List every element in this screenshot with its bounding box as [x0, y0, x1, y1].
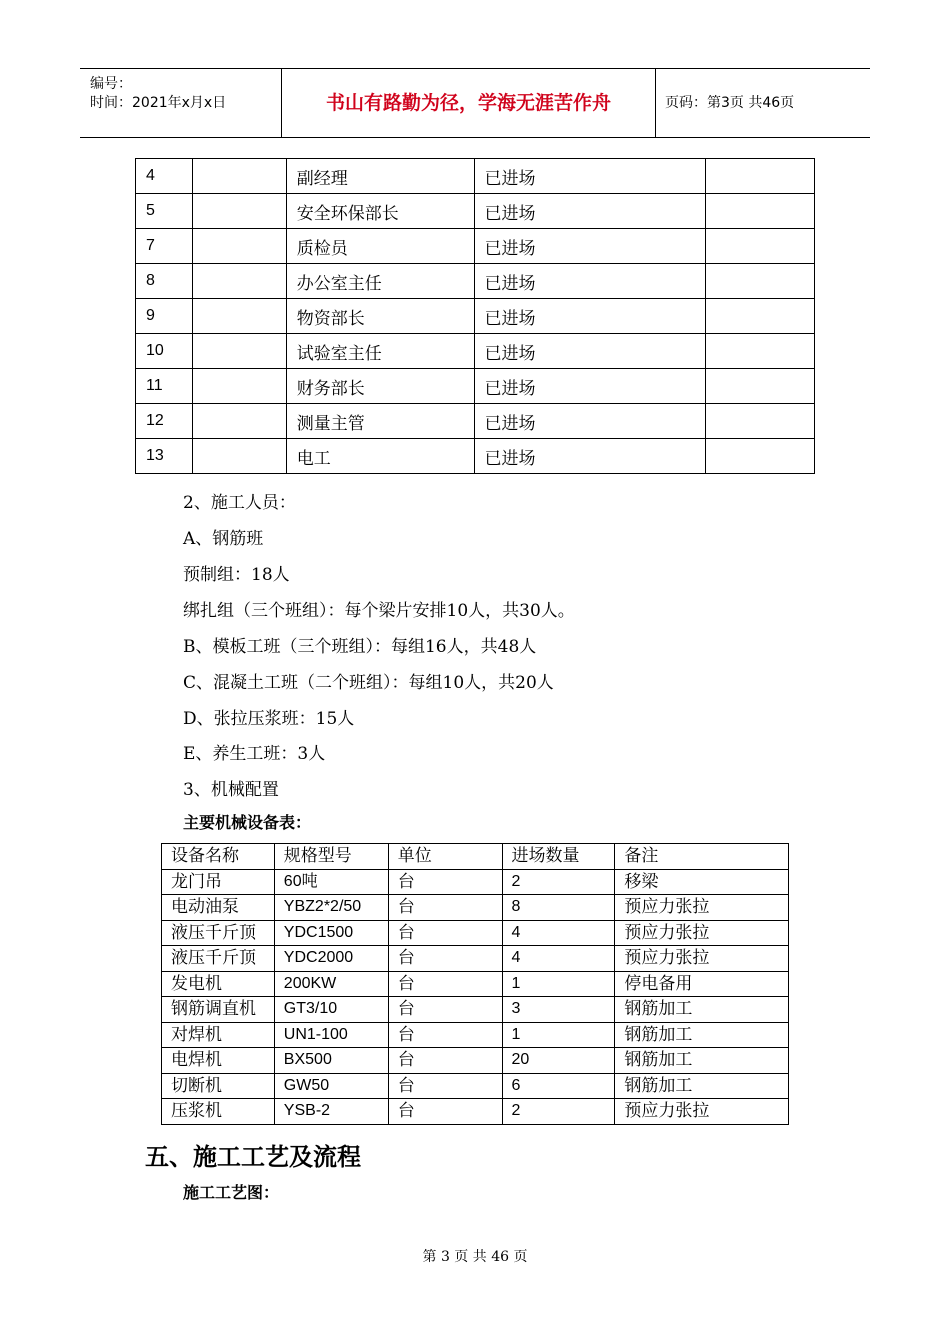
- staff-cell-no: 11: [136, 369, 193, 404]
- equipment-cell: 停电备用: [615, 971, 789, 997]
- equipment-cell: GW50: [274, 1073, 388, 1099]
- equipment-cell: 电动油泵: [162, 895, 275, 921]
- process-chart-title: 施工工艺图：: [183, 1183, 280, 1202]
- staff-cell-note: [706, 229, 815, 264]
- staff-cell-name: [192, 439, 286, 474]
- equipment-row: [162, 1073, 789, 1099]
- equipment-row: [162, 869, 789, 895]
- equipment-table-title: 主要机械设备表：: [183, 813, 312, 832]
- equipment-cell: 预应力张拉: [615, 946, 789, 972]
- equipment-cell: 钢筋加工: [615, 1022, 789, 1048]
- staff-cell-name: [192, 334, 286, 369]
- page-header: [80, 68, 870, 138]
- header-time-label: 时间：2021年x月x日: [90, 95, 227, 111]
- equipment-cell: 台: [388, 1073, 502, 1099]
- staff-cell-note: [706, 264, 815, 299]
- staff-cell-name: [192, 264, 286, 299]
- equipment-cell: 1: [502, 971, 615, 997]
- equipment-cell: 钢筋加工: [615, 1073, 789, 1099]
- equipment-header-row: [162, 844, 789, 870]
- equipment-row: [162, 1022, 789, 1048]
- header-motto: 书山有路勤为径，学海无涯苦作舟: [325, 92, 611, 114]
- equipment-cell: 钢筋加工: [615, 1048, 789, 1074]
- staff-cell-name: [192, 229, 286, 264]
- staff-cell-title: 物资部长: [286, 299, 474, 334]
- equipment-header-cell: 进场数量: [502, 844, 615, 870]
- equipment-cell: 预应力张拉: [615, 895, 789, 921]
- header-motto-cell: [282, 69, 656, 137]
- staff-row: [136, 194, 815, 229]
- staff-cell-no: 5: [136, 194, 193, 229]
- staff-cell-title: 试验室主任: [286, 334, 474, 369]
- paragraph: B、模板工班（三个班组）：每组16人，共48人: [183, 637, 537, 657]
- equipment-cell: 台: [388, 895, 502, 921]
- page-footer: 第 3 页 共 46 页: [422, 1249, 528, 1265]
- equipment-cell: 预应力张拉: [615, 920, 789, 946]
- staff-cell-no: 13: [136, 439, 193, 474]
- staff-cell-note: [706, 194, 815, 229]
- staff-cell-no: 12: [136, 404, 193, 439]
- equipment-header-cell: 备注: [615, 844, 789, 870]
- equipment-header-cell: 设备名称: [162, 844, 275, 870]
- paragraph: 3、机械配置: [183, 780, 279, 800]
- paragraph: A、钢筋班: [183, 529, 264, 549]
- equipment-table: [161, 843, 789, 1125]
- equipment-cell: 6: [502, 1073, 615, 1099]
- equipment-cell: 台: [388, 1022, 502, 1048]
- header-page-info: 页码：第3页 共46页: [665, 95, 795, 111]
- staff-cell-note: [706, 299, 815, 334]
- equipment-cell: 8: [502, 895, 615, 921]
- staff-cell-status: 已进场: [474, 404, 706, 439]
- equipment-row: [162, 997, 789, 1023]
- paragraph: D、张拉压浆班：15人: [183, 709, 355, 729]
- staff-cell-status: 已进场: [474, 194, 706, 229]
- equipment-row: [162, 1048, 789, 1074]
- section-heading: 五、施工工艺及流程: [145, 1142, 361, 1171]
- equipment-cell: 台: [388, 869, 502, 895]
- equipment-cell: 龙门吊: [162, 869, 275, 895]
- paragraph: 2、施工人员：: [183, 493, 296, 513]
- staff-row: [136, 229, 815, 264]
- equipment-header-cell: 规格型号: [274, 844, 388, 870]
- staff-cell-title: 财务部长: [286, 369, 474, 404]
- equipment-cell: YBZ2*2/50: [274, 895, 388, 921]
- staff-cell-no: 8: [136, 264, 193, 299]
- staff-cell-name: [192, 404, 286, 439]
- equipment-cell: YDC1500: [274, 920, 388, 946]
- equipment-cell: YDC2000: [274, 946, 388, 972]
- equipment-cell: 台: [388, 997, 502, 1023]
- equipment-cell: 液压千斤顶: [162, 920, 275, 946]
- equipment-header-cell: 单位: [388, 844, 502, 870]
- staff-cell-no: 4: [136, 159, 193, 194]
- staff-row: [136, 159, 815, 194]
- header-meta: [80, 69, 282, 137]
- staff-cell-title: 电工: [286, 439, 474, 474]
- staff-cell-note: [706, 334, 815, 369]
- staff-cell-title: 测量主管: [286, 404, 474, 439]
- staff-cell-status: 已进场: [474, 299, 706, 334]
- staff-table: [135, 158, 815, 474]
- equipment-cell: 预应力张拉: [615, 1099, 789, 1125]
- staff-cell-title: 安全环保部长: [286, 194, 474, 229]
- equipment-cell: 台: [388, 971, 502, 997]
- staff-cell-no: 9: [136, 299, 193, 334]
- equipment-cell: 4: [502, 920, 615, 946]
- equipment-cell: 对焊机: [162, 1022, 275, 1048]
- staff-row: [136, 439, 815, 474]
- staff-cell-status: 已进场: [474, 369, 706, 404]
- equipment-row: [162, 1099, 789, 1125]
- staff-row: [136, 299, 815, 334]
- staff-cell-status: 已进场: [474, 334, 706, 369]
- equipment-cell: 钢筋加工: [615, 997, 789, 1023]
- header-code-label: 编号：: [90, 76, 132, 92]
- staff-cell-note: [706, 439, 815, 474]
- staff-row: [136, 404, 815, 439]
- paragraph: 绑扎组（三个班组）：每个梁片安排10人，共30人。: [183, 601, 575, 621]
- staff-cell-note: [706, 159, 815, 194]
- equipment-cell: 钢筋调直机: [162, 997, 275, 1023]
- staff-row: [136, 264, 815, 299]
- equipment-row: [162, 971, 789, 997]
- staff-cell-status: 已进场: [474, 159, 706, 194]
- staff-cell-title: 副经理: [286, 159, 474, 194]
- equipment-cell: 台: [388, 946, 502, 972]
- equipment-cell: 2: [502, 1099, 615, 1125]
- staff-row: [136, 334, 815, 369]
- staff-cell-no: 7: [136, 229, 193, 264]
- staff-cell-note: [706, 404, 815, 439]
- staff-cell-name: [192, 194, 286, 229]
- staff-cell-title: 办公室主任: [286, 264, 474, 299]
- staff-cell-title: 质检员: [286, 229, 474, 264]
- equipment-row: [162, 895, 789, 921]
- equipment-cell: 3: [502, 997, 615, 1023]
- equipment-cell: 切断机: [162, 1073, 275, 1099]
- staff-cell-note: [706, 369, 815, 404]
- equipment-cell: 20: [502, 1048, 615, 1074]
- staff-cell-status: 已进场: [474, 264, 706, 299]
- equipment-cell: 发电机: [162, 971, 275, 997]
- paragraph: C、混凝土工班（二个班组）：每组10人，共20人: [183, 673, 554, 693]
- equipment-cell: 台: [388, 1048, 502, 1074]
- equipment-cell: YSB-2: [274, 1099, 388, 1125]
- equipment-row: [162, 946, 789, 972]
- staff-cell-status: 已进场: [474, 229, 706, 264]
- paragraph: E、养生工班：3人: [183, 744, 326, 764]
- equipment-cell: 压浆机: [162, 1099, 275, 1125]
- equipment-cell: 台: [388, 1099, 502, 1125]
- equipment-cell: 台: [388, 920, 502, 946]
- equipment-cell: 60吨: [274, 869, 388, 895]
- staff-cell-name: [192, 369, 286, 404]
- paragraph: 预制组：18人: [183, 565, 290, 585]
- equipment-cell: 移梁: [615, 869, 789, 895]
- staff-cell-status: 已进场: [474, 439, 706, 474]
- equipment-cell: GT3/10: [274, 997, 388, 1023]
- staff-cell-no: 10: [136, 334, 193, 369]
- equipment-row: [162, 920, 789, 946]
- equipment-cell: 2: [502, 869, 615, 895]
- equipment-cell: BX500: [274, 1048, 388, 1074]
- equipment-cell: 液压千斤顶: [162, 946, 275, 972]
- equipment-cell: 4: [502, 946, 615, 972]
- staff-cell-name: [192, 299, 286, 334]
- staff-cell-name: [192, 159, 286, 194]
- staff-row: [136, 369, 815, 404]
- equipment-cell: 电焊机: [162, 1048, 275, 1074]
- equipment-cell: 1: [502, 1022, 615, 1048]
- equipment-cell: UN1-100: [274, 1022, 388, 1048]
- equipment-cell: 200KW: [274, 971, 388, 997]
